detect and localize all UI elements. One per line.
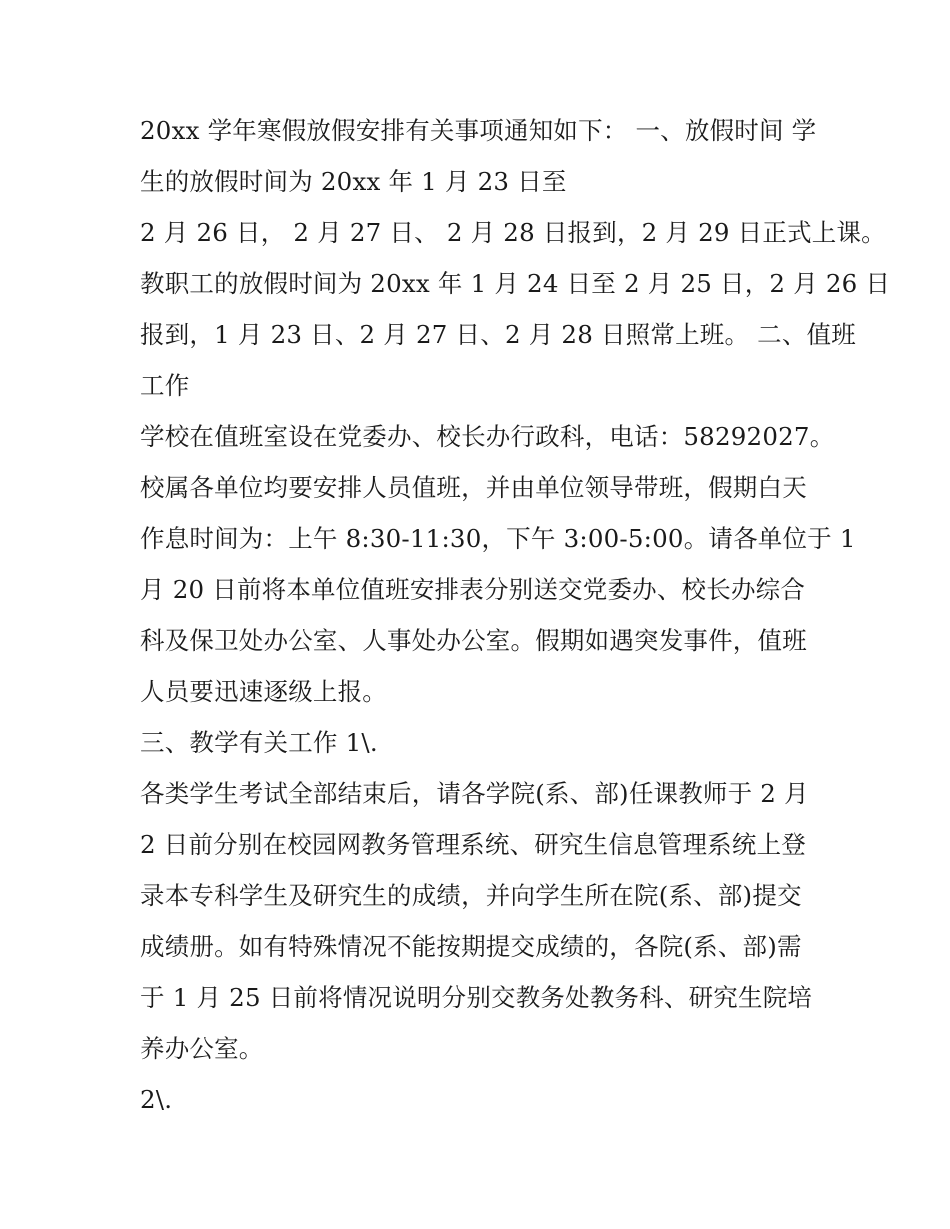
text-line: 人员要迅速逐级上报。 xyxy=(140,677,387,706)
text-line: 工作 xyxy=(140,371,190,400)
text-line: 各类学生考试全部结束后，请各学院(系、部)任课教师于 2 月 xyxy=(140,779,809,808)
text-line: 2\. xyxy=(140,1085,173,1114)
text-line: 学校在值班室设在党委办、校长办行政科，电话：58292027。 xyxy=(140,422,835,451)
text-line: 科及保卫处办公室、人事处办公室。假期如遇突发事件，值班 xyxy=(140,626,807,655)
text-line: 养办公室。 xyxy=(140,1034,264,1063)
text-line: 三、教学有关工作 1\. xyxy=(140,728,378,757)
text-line: 作息时间为：上午 8:30-11:30，下午 3:00-5:00。请各单位于 1 xyxy=(140,524,856,553)
text-line: 2 日前分别在校园网教务管理系统、研究生信息管理系统上登 xyxy=(140,830,806,859)
text-line: 2 月 26 日， 2 月 27 日、 2 月 28 日报到，2 月 29 日正式上课。 xyxy=(140,218,886,247)
document-body xyxy=(140,110,891,1130)
text-line: 校属各单位均要安排人员值班，并由单位领导带班，假期白天 xyxy=(140,473,807,502)
text-line: 20xx 学年寒假放假安排有关事项通知如下： 一、放假时间 学 xyxy=(140,116,817,145)
text-line: 月 20 日前将本单位值班安排表分别送交党委办、校长办综合 xyxy=(140,575,806,604)
text-line: 教职工的放假时间为 20xx 年 1 月 24 日至 2 月 25 日，2 月 26 日 xyxy=(140,269,891,298)
text-line: 报到，1 月 23 日、2 月 27 日、2 月 28 日照常上班。 二、值班 xyxy=(140,320,856,349)
text-line: 生的放假时间为 20xx 年 1 月 23 日至 xyxy=(140,167,567,196)
text-line: 于 1 月 25 日前将情况说明分别交教务处教务科、研究生院培 xyxy=(140,983,813,1012)
text-line: 成绩册。如有特殊情况不能按期提交成绩的，各院(系、部)需 xyxy=(140,932,802,961)
text-line: 录本专科学生及研究生的成绩，并向学生所在院(系、部)提交 xyxy=(140,881,802,910)
